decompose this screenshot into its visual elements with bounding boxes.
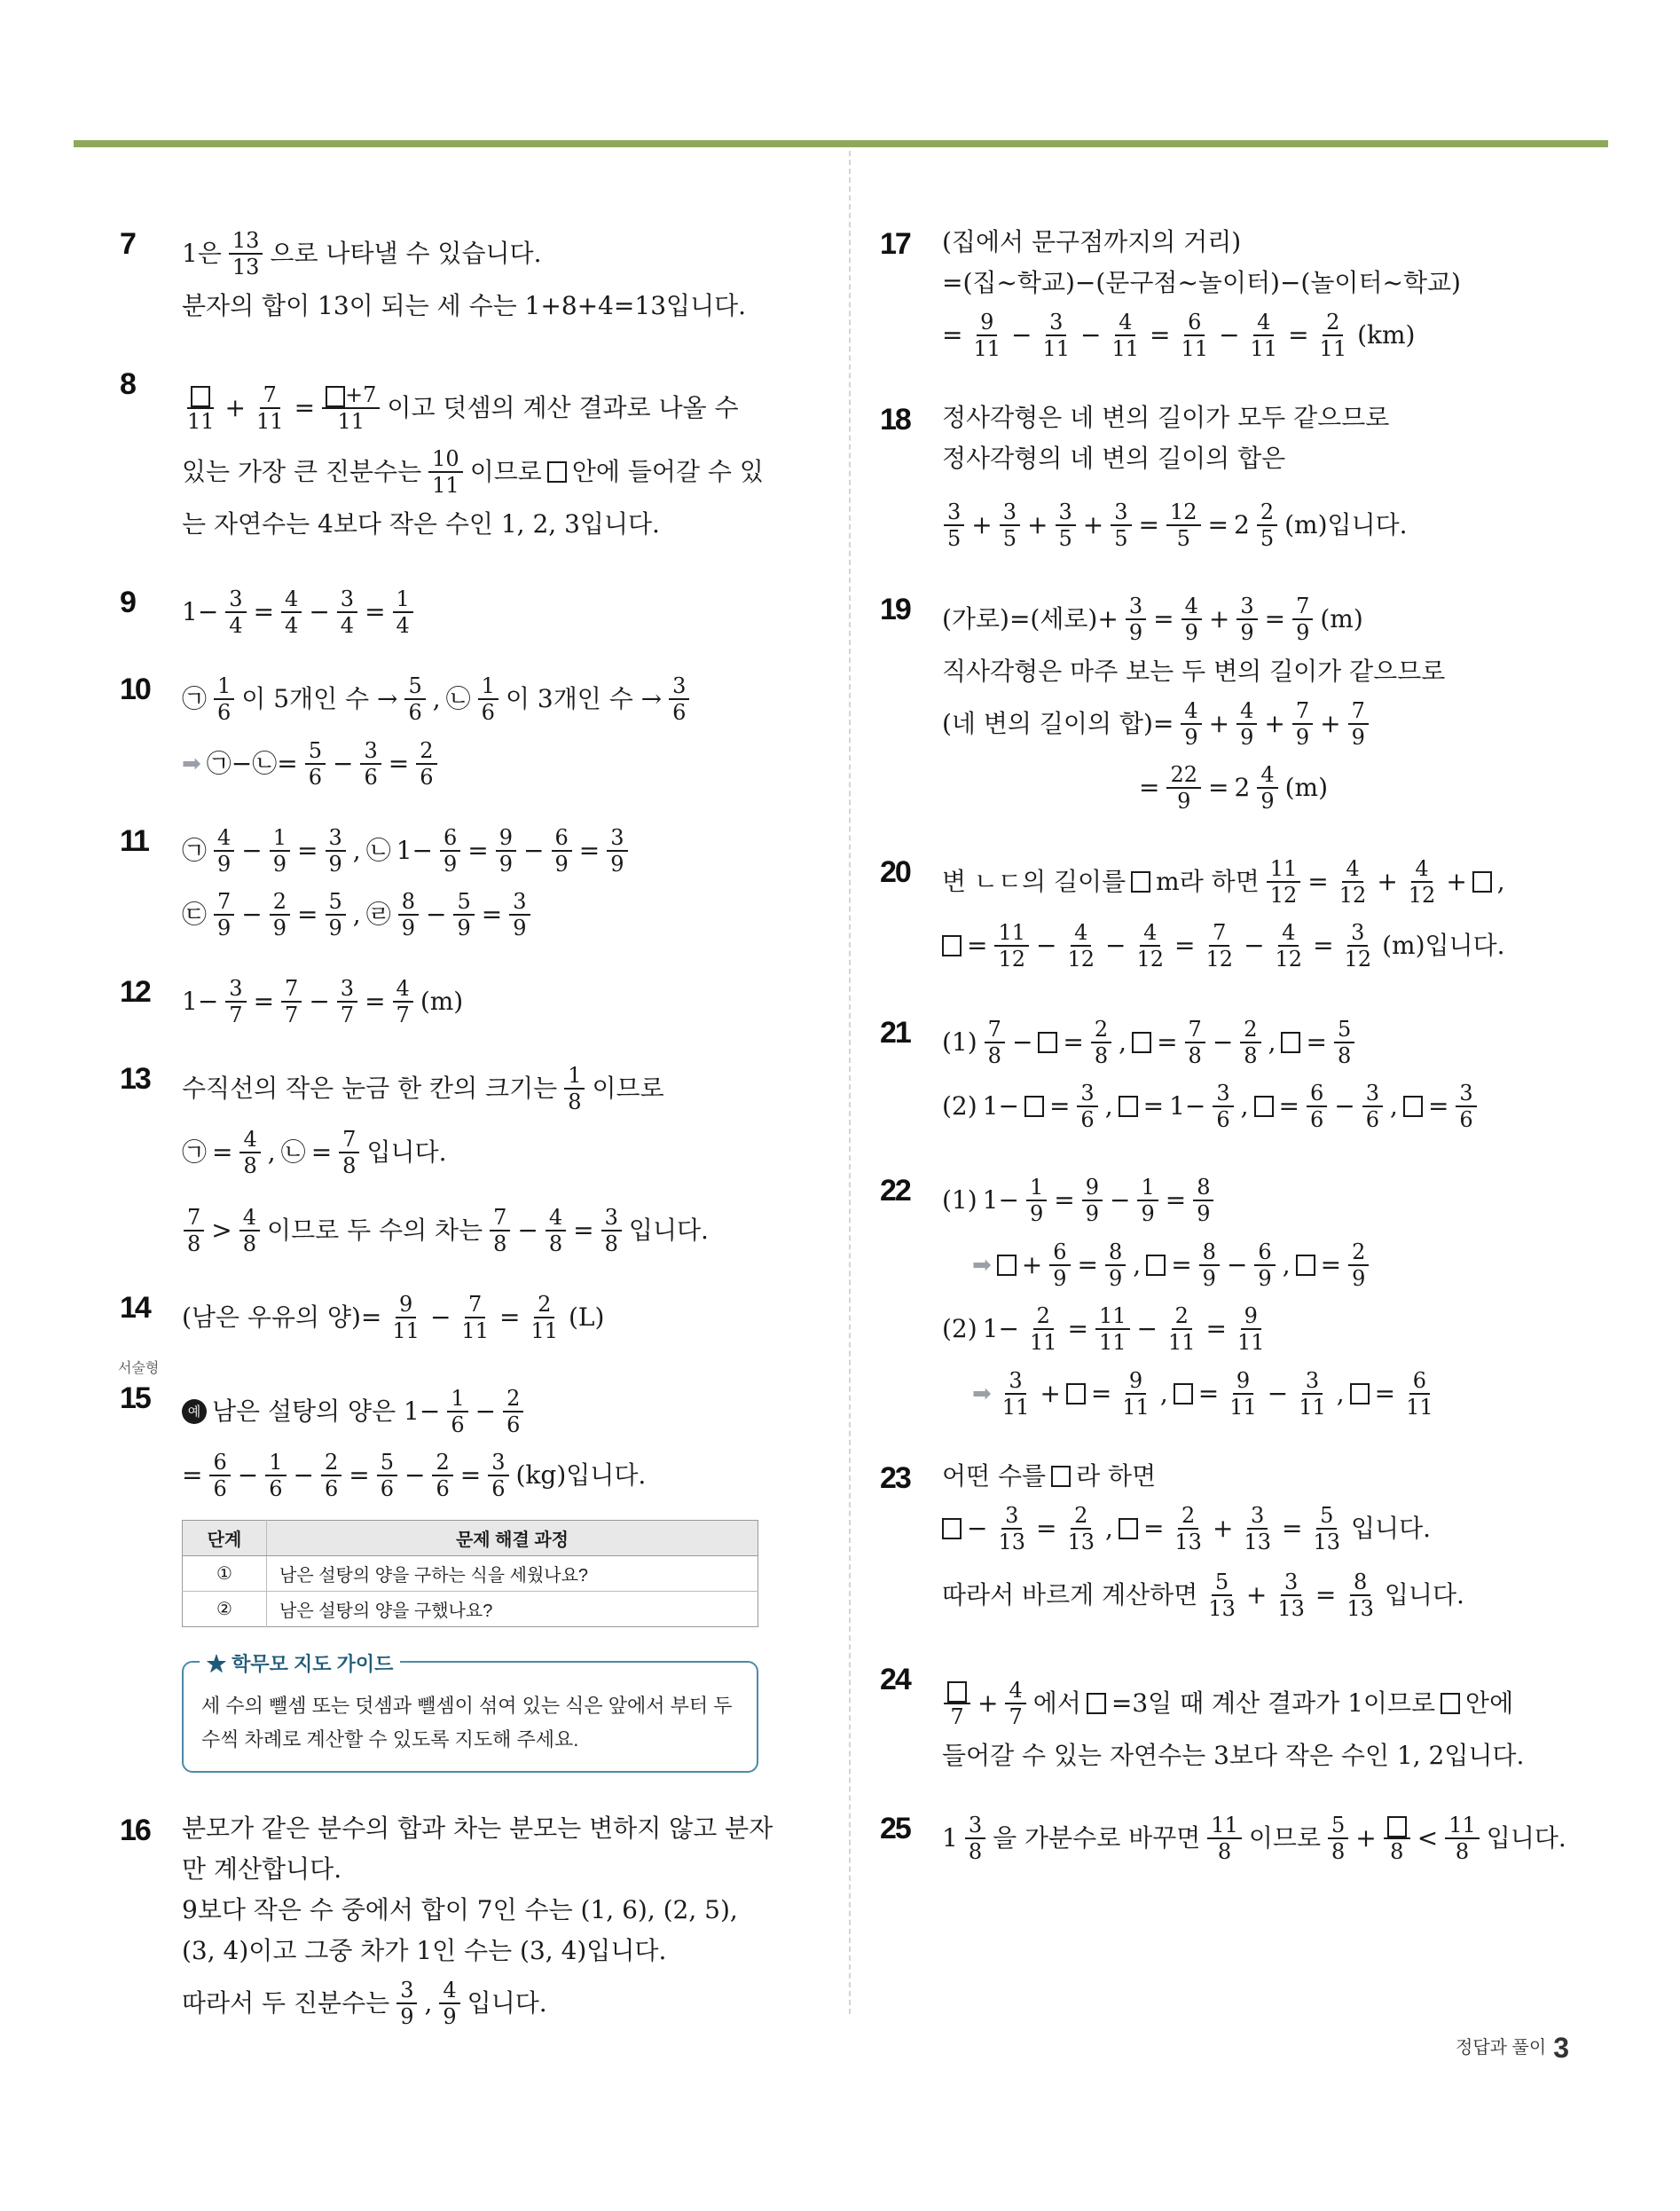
problem-9: 9 1− $\frac{3}{4}$ = $\frac{4}{4}$ − $\frac{3}{4}$ = $\frac{1}{4}$ bbox=[182, 580, 803, 644]
blank-box bbox=[1281, 1032, 1300, 1053]
fraction: $\frac{3}{6}$ bbox=[360, 738, 381, 790]
problem-18: 18 정사각형은 네 변의 길이가 모두 같으므로 정사각형의 네 변의 길이의 합은 $\frac{3}{5}$ + $\frac{3}{5}$ + $\frac{3}{5}$ + $\frac{3}{5}$ = $\frac{12}{5}$ = 2 $\frac{2}{5}$ (m)입니다. bbox=[880, 403, 1408, 551]
problem-7: 7 1은 $\frac{13}{13}$ 으로 나타낼 수 있습니다. 분자의 합이 13이 되는 세 수는 1+8+4=13입니다. bbox=[120, 227, 747, 320]
page-footer bbox=[1456, 2032, 1569, 2065]
problem-number: 9 bbox=[120, 586, 135, 619]
blank-box bbox=[1441, 1693, 1460, 1714]
problem-number: 23 bbox=[880, 1461, 910, 1495]
arrow-right-icon: ➡ bbox=[182, 751, 201, 777]
problem-17: 17 (집에서 문구점까지의 거리) =(집~학교)−(문구점~놀이터)−(놀이터~학교) = $\frac{9}{11}$ − $\frac{3}{11}$ − $\frac{4}{11}$ = $\frac{6}{11}$ − $\frac{4}{11}$ = $\frac{2}{11}$ (km) bbox=[880, 227, 1461, 361]
problem-25: 25 1 $\frac{3}{8}$ 을 가분수로 바꾸면 $\frac{11}{8}$ 이므로 $\frac{5}{8}$ + 8 < $\frac{11}{8}$ 입니다. bbox=[880, 1812, 1566, 1864]
problem-number: 10 bbox=[120, 673, 150, 706]
blank-box bbox=[1024, 1096, 1044, 1117]
top-accent-bar bbox=[74, 140, 1608, 147]
blank-box bbox=[547, 461, 567, 483]
fraction: $\frac{1}{4}$ bbox=[393, 586, 413, 638]
fraction: $\frac{1}{6}$ bbox=[214, 673, 234, 725]
example-badge: 예 bbox=[182, 1399, 207, 1424]
table-row: ① 남은 설탕의 양을 구하는 식을 세웠나요? bbox=[183, 1556, 758, 1592]
left-column bbox=[118, 222, 803, 2087]
problem-10: 10 ㉠ $\frac{1}{6}$ 이 5개인 수 → $\frac{5}{6}$ , ㉡ $\frac{1}{6}$ 이 3개인 수 → $\frac{3}{6}$ ➡ ㉠−㉡= $\frac{5}{6}$ − $\frac{3}{6}$ = $\frac{2}{6}$ bbox=[182, 667, 803, 796]
blank-box bbox=[1132, 1032, 1151, 1053]
footer-label: 정답과 풀이 bbox=[1456, 2037, 1547, 2058]
page-number: 3 bbox=[1553, 2032, 1569, 2064]
problem-number: 14 bbox=[120, 1291, 150, 1325]
fraction: $\frac{5}{6}$ bbox=[404, 673, 425, 725]
blank-box bbox=[1403, 1096, 1423, 1117]
blank-box bbox=[1087, 1693, 1106, 1714]
parent-guide-box bbox=[182, 1653, 758, 1773]
problem-number: 22 bbox=[880, 1174, 910, 1208]
problem-number: 21 bbox=[880, 1016, 910, 1050]
problem-24: 24 7 + $\frac{4}{7}$ 에서 =3일 때 계산 결과가 1이므로 안에 들어갈 수 있는 자연수는 3보다 작은 수인 1, 2입니다. bbox=[880, 1663, 1525, 1770]
fraction: $\frac{3}{6}$ bbox=[669, 673, 689, 725]
fraction: $\frac{7}{11}$ bbox=[256, 382, 284, 434]
problem-19: 19 (가로)=(세로)+ $\frac{3}{9}$ = $\frac{4}{9}$ + $\frac{3}{9}$ = $\frac{7}{9}$ (m) 직사각형은 마주 보는 두 변의 길이가 같으므로 (네 변의 길이의 합)= $\frac{4}{9}$ + $\frac{4}{9}$ + $\frac{7}{9}$ + $\frac{7}{9}$ = $\frac{22}{9}$ = 2 $\frac{4}{9}$ (m) bbox=[880, 593, 1446, 814]
blank-box bbox=[997, 1255, 1017, 1276]
blank-box bbox=[1174, 1383, 1193, 1404]
fraction: $\frac{5}{6}$ bbox=[305, 738, 326, 790]
problem-number: 13 bbox=[120, 1062, 150, 1096]
blank-box bbox=[1296, 1255, 1315, 1276]
problem-number: 24 bbox=[880, 1663, 910, 1696]
problem-8: 8 11 + $\frac{7}{11}$ = $\frac{+7}{11}$ 이고 덧셈의 계산 결과로 나올 수 있는 가장 큰 진분수는 $\frac{10}{11}$ 이므로 안에 들어갈 수 있 는 자연수는 4보다 작은 수인 1, 2, 3입니다. bbox=[120, 367, 764, 539]
problem-number: 25 bbox=[880, 1812, 910, 1845]
problem-number: 8 bbox=[120, 367, 135, 401]
fraction: $\frac{+7}{11}$ bbox=[322, 382, 380, 434]
problem-14: 14 (남은 우유의 양)= $\frac{9}{11}$ − $\frac{7}{11}$ = $\frac{2}{11}$ (L) bbox=[120, 1291, 605, 1343]
blank-box bbox=[942, 935, 962, 956]
problem-number: 16 bbox=[120, 1814, 150, 1847]
blank-box bbox=[1387, 1816, 1407, 1837]
fraction: $\frac{3}{4}$ bbox=[225, 586, 246, 638]
problem-23: 23 어떤 수를 라 하면 − $\frac{3}{13}$ = $\frac{2}{13}$ , = $\frac{2}{13}$ + $\frac{3}{13}$ = $\frac{5}{13}$ 입니다. 따라서 바르게 계산하면 $\frac{5}{13}$ + $\frac{3}{13}$ = $\frac{8}{13}$ 입니다. bbox=[880, 1461, 1464, 1621]
blank-box bbox=[1254, 1096, 1274, 1117]
problem-number: 15 bbox=[120, 1381, 150, 1415]
blank-box bbox=[1131, 871, 1150, 893]
fraction: $\frac{3}{4}$ bbox=[337, 586, 357, 638]
descriptive-tag: 서술형 bbox=[118, 1361, 160, 1376]
problem-20: 20 변 ㄴㄷ의 길이를 m라 하면 $\frac{11}{12}$ = $\frac{4}{12}$ + $\frac{4}{12}$ + , = $\frac{11}{12}$ − $\frac{4}{12}$ − $\frac{4}{12}$ = $\frac{7}{12}$ − $\frac{4}{12}$ = $\frac{3}{12}$ (m)입니다. bbox=[880, 855, 1505, 972]
table-row: ② 남은 설탕의 양을 구했나요? bbox=[183, 1592, 758, 1627]
guide-body: 세 수의 뺄셈 또는 덧셈과 뺄셈이 섞여 있는 식은 앞에서 부터 두 수씩 차례로 계산할 수 있도록 지도해 주세요. bbox=[201, 1695, 733, 1751]
blank-box bbox=[1119, 1096, 1138, 1117]
fraction: 11 bbox=[184, 382, 218, 434]
problem-number: 19 bbox=[880, 593, 910, 626]
guide-title: ★ 학무모 지도 가이드 bbox=[200, 1648, 400, 1681]
grading-table: 단계 문제 해결 과정 ① 남은 설탕의 양을 구하는 식을 세웠나요? ② 남은 설탕의 양을 구했나요? bbox=[182, 1520, 758, 1627]
fraction: $\frac{1}{6}$ bbox=[478, 673, 499, 725]
blank-box bbox=[947, 1681, 967, 1703]
blank-box bbox=[1350, 1383, 1370, 1404]
blank-box bbox=[1119, 1518, 1138, 1539]
blank-box bbox=[1066, 1383, 1086, 1404]
problem-number: 20 bbox=[880, 855, 910, 889]
problem-number: 7 bbox=[120, 227, 135, 261]
problem-number: 12 bbox=[120, 975, 150, 1009]
problem-22: 22 (1) 1− $\frac{1}{9}$ = $\frac{9}{9}$ − $\frac{1}{9}$ = $\frac{8}{9}$ ➡ + $\frac{6}{9}$ = $\frac{8}{9}$ , = $\frac{8}{9}$ − $\frac{6}{9}$ , = $\frac{2}{9}$ (2) 1− $\frac{2}{11}$ = $\frac{11}{11}$ − $\frac{2}{11}$ = $\frac{9}{11}$ ➡ $\frac{3}{11}$ + = $\frac{9}{11}$ , = $\frac{9}{11}$ − $\frac{3}{11}$ , = $\frac{6}{11}$ bbox=[942, 1168, 1563, 1426]
fraction: $\frac{13}{13}$ bbox=[229, 228, 263, 279]
problem-15: 서술형 15 예 남은 설탕의 양은 1− $\frac{1}{6}$ − $\frac{2}{6}$ = $\frac{6}{6}$ − $\frac{1}{6}$ − $\frac{2}{6}$ = $\frac{5}{6}$ − $\frac{2}{6}$ = $\frac{3}{6}$ (kg)입니다. 단계 문제 해결 과정 ① 남은 설탕의 양을 구하는 식을 세웠나요? ② 남은 설탕의 양을 구했나요? ★ 학무모 지도 가이드 세 수의 뺄셈 또는 덧셈과 뺄셈이 섞여 있는 식은 앞에서 부터 두 수씩 차례로 계산할 수 있도록 지도해 주세요. bbox=[182, 1376, 803, 1773]
blank-box bbox=[1051, 1466, 1071, 1487]
problem-11: 11 ㉠ $\frac{4}{9}$ − $\frac{1}{9}$ = $\frac{3}{9}$ , ㉡ 1− $\frac{6}{9}$ = $\frac{9}{9}$ − $\frac{6}{9}$ = $\frac{3}{9}$ ㉢ $\frac{7}{9}$ − $\frac{2}{9}$ = $\frac{5}{9}$ , ㉣ $\frac{8}{9}$ − $\frac{5}{9}$ = $\frac{3}{9}$ bbox=[182, 819, 803, 947]
fraction: $\frac{2}{6}$ bbox=[416, 738, 436, 790]
problem-number: 17 bbox=[880, 227, 910, 261]
problem-21: 21 (1) $\frac{7}{8}$ − = $\frac{2}{8}$ , = $\frac{7}{8}$ − $\frac{2}{8}$ , = $\frac{5}{8}$ (2) 1− = $\frac{3}{6}$ , = 1− $\frac{3}{6}$ , = $\frac{6}{6}$ − $\frac{3}{6}$ , = $\frac{3}{6}$ bbox=[942, 1011, 1563, 1138]
fraction: $\frac{4}{4}$ bbox=[281, 586, 302, 638]
blank-box bbox=[326, 386, 345, 407]
problem-12: 12 1− $\frac{3}{7}$ = $\frac{7}{7}$ − $\frac{3}{7}$ = $\frac{4}{7}$ (m) bbox=[120, 975, 464, 1027]
problem-16: 16 분모가 같은 분수의 합과 차는 분모는 변하지 않고 분자 만 계산합니다. 9보다 작은 수 중에서 합이 7인 수는 (1, 6), (2, 5), (3, 4)이고 그중 차가 1인 수는 (3, 4)입니다. 따라서 두 진분수는 $\frac{3}{9}$ , $\frac{4}{9}$ 입니다. bbox=[120, 1814, 773, 2029]
blank-box bbox=[1146, 1255, 1166, 1276]
problem-13: 13 수직선의 작은 눈금 한 칸의 크기는 $\frac{1}{8}$ 이므로 ㉠ = $\frac{4}{8}$ , ㉡ = $\frac{7}{8}$ 입니다. $\frac{7}{8}$ > $\frac{4}{8}$ 이므로 두 수의 차는 $\frac{7}{8}$ − $\frac{4}{8}$ = $\frac{3}{8}$ 입니다. bbox=[120, 1062, 709, 1256]
blank-box bbox=[191, 386, 210, 407]
arrow-right-icon: ➡ bbox=[972, 1381, 992, 1407]
fraction: $\frac{10}{11}$ bbox=[428, 446, 463, 498]
blank-box bbox=[1038, 1032, 1057, 1053]
blank-box bbox=[1472, 871, 1492, 893]
right-column bbox=[880, 222, 1566, 1922]
problem-number: 11 bbox=[120, 824, 148, 858]
problem-number: 18 bbox=[880, 403, 910, 437]
column-divider bbox=[849, 151, 851, 2014]
blank-box bbox=[942, 1518, 962, 1539]
arrow-right-icon: ➡ bbox=[972, 1252, 992, 1279]
